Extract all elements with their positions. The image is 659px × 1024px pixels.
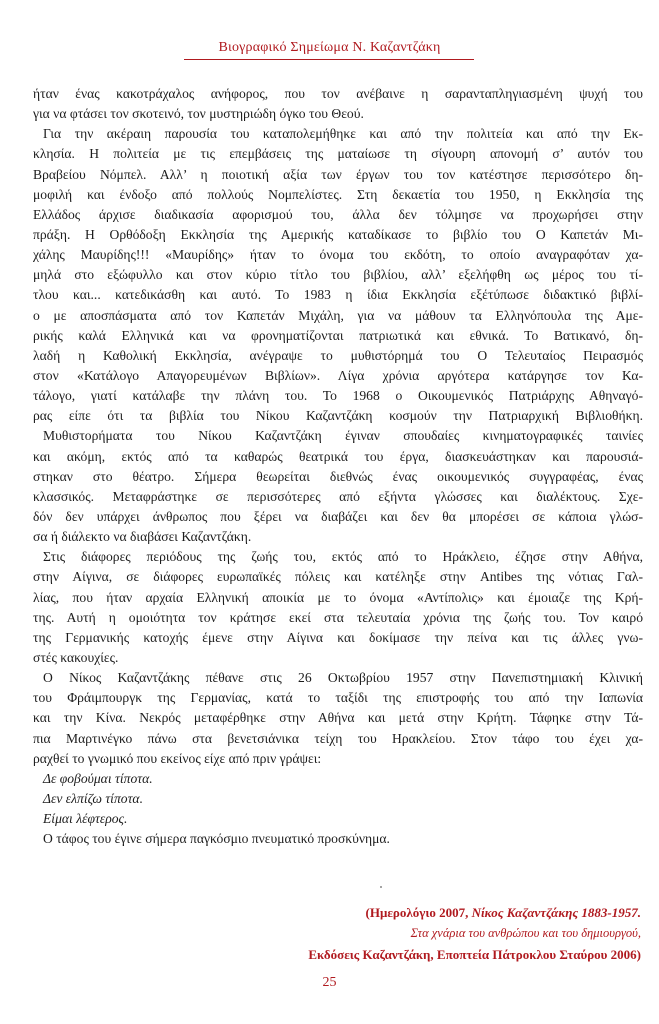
- divider-dot: [380, 886, 382, 888]
- text-line: στην Αίγινα, σε διάφορες ευρωπαϊκές πόλεις και κατέληξε στην Antibes της νότιας Γαλ-: [33, 569, 643, 585]
- header-rule: [184, 59, 474, 60]
- text-line: δόν δεν υπάρχει άνθρωπος που ξέρει να διαβάζει και δεν θα μπορέσει σε κάποια γλώσ-: [33, 508, 643, 524]
- text-line: Ο τάφος του έγινε σήμερα παγκόσμιο πνευματικό προσκύνημα.: [43, 831, 390, 847]
- citation-line-1: [221, 902, 641, 923]
- text-line: τάλογο, γιατί κατάλαβε την πλάνη του. Το 1968 ο Οικουμενικός Πατριάρχης Αθηναγό-: [33, 388, 643, 404]
- text-line: μηλά στο εξώφυλλο και στον κύριο τίτλο του βιβλίου, αλλ’ εξελήφθη ως μέρος του τί-: [33, 267, 643, 283]
- text-line: Βραβείου Νόμπελ. Αλλ’ η ποιοτική αξία των έργων του τον κατέστησε περισσότερο δη-: [33, 166, 643, 182]
- text-line: ρας είπε ότι τα βιβλία του Νίκου Καζαντζάκη κοσμούν την Πατριαρχική Βιβλιοθήκη.: [33, 408, 643, 424]
- text-line: Για την ακέραιη παρουσία του καταπολεμήθηκε και από την πολιτεία και από την Εκ-: [43, 126, 643, 142]
- citation-line-3: Εκδόσεις Καζαντζάκη, Εποπτεία Πάτροκλου Σταύρου 2006): [308, 947, 641, 962]
- epitaph-line: Είμαι λέφτερος.: [43, 811, 128, 827]
- text-line: λίας, που ήταν αρχαία Ελληνική αποικία με το όνομα «Αντίπολις» και έμοιαζε της Κρή-: [33, 589, 643, 605]
- text-line: λαδή η Καθολική Εκκλησία, ανέγραψε το μυθιστόρημά του Ο Τελευταίος Πειρασμός: [33, 347, 643, 363]
- text-line: Ο Νίκος Καζαντζάκης πέθανε στις 26 Οκτωβρίου 1957 στην Πανεπιστημιακή Κλινική: [43, 670, 643, 686]
- citation-prefix: (Ημερολόγιο 2007,: [365, 905, 472, 920]
- epitaph-line: Δε φοβούμαι τίποτα.: [43, 770, 153, 786]
- text-line: Μυθιστορήματα του Νίκου Καζαντζάκη έγιναν σπουδαίες κινηματογραφικές ταινίες: [43, 428, 643, 444]
- text-line: στον «Κατάλογο Απαγορευμένων Βιβλίων». Λίγα χρόνια αργότερα κατάργησε τον Κα-: [33, 367, 643, 383]
- text-line: ρικής καλά Ελληνικά και να φρονηματίζονται πατριωτικά και εθνικά. Το Βατικανό, δη-: [33, 327, 643, 343]
- text-line: στές κακουχίες.: [33, 649, 119, 665]
- text-line: κλησία. Η πολιτεία με τις επεμβάσεις της ματαίωσε τη σίγουρη απονομή σ’ αυτόν του: [33, 146, 643, 162]
- text-line: και ακόμη, εκτός από τα καθαρώς θεατρικά του έργα, διασκευάστηκαν και παρουσιά-: [33, 448, 643, 464]
- text-line: χάλης Μαυρίδης!!! «Μαυρίδης» ήταν το όνομα του εκδότη, το οποίο αναγραφόταν χα-: [33, 247, 643, 263]
- citation-title: Νίκος Καζαντζάκης 1883-1957.: [471, 905, 641, 920]
- text-line: Στις διάφορες περιόδους της ζωής του, εκτός από το Ηράκλειο, έζησε στην Αθήνα,: [43, 549, 643, 565]
- text-line: σα ή διάλεκτο να διαβάσει Καζαντζάκη.: [33, 529, 252, 545]
- text-line: της Γερμανικής κατοχής έμενε στην Αίγινα και δοκίμασε την πείνα και τις άλλες γνω-: [33, 629, 643, 645]
- running-header: Βιογραφικό Σημείωμα Ν. Καζαντζάκη: [218, 40, 441, 55]
- text-line: κλασσικός. Μεταφράστηκε σε περισσότερες από εξήντα γλώσσες και διαλέκτους. Σχε-: [33, 488, 643, 504]
- text-line: Ελλάδος άρχισε διαδικασία αφορισμού του, άλλα δεν τόλμησε να προχωρήσει στην: [33, 206, 643, 222]
- text-line: ραχθεί το γνωμικό που εκείνος είχε από πριν γράψει:: [33, 750, 322, 766]
- text-line: μοφιλή και ένδοξο από πολλούς Νομπελίστες. Στη δεκαετία του 1950, η Εκκλησία της: [33, 186, 643, 202]
- text-line: για να φτάσει τον σκοτεινό, τον μυστηριώδη όγκο του Θεού.: [33, 106, 364, 122]
- text-line: πράξη. Η Ορθόδοξη Εκκλησία της Αμερικής καταδίκασε το βιβλίο του Ο Καπετάν Μι-: [33, 226, 643, 242]
- body-text: [33, 84, 643, 849]
- source-citation: [221, 902, 641, 965]
- text-line: του Φράιμπουργκ της Γερμανίας, κατά το ταξίδι της επιστροφής του από την Ιαπωνία: [33, 690, 643, 706]
- page-number: 25: [322, 975, 337, 990]
- text-line: της. Αυτή η ομοιότητα τον κράτησε εκεί στα τελευταία χρόνια της ζωής του. Τον καιρό: [33, 609, 643, 625]
- text-line: πια Μαρτινέγκο πάνω στα βενετσιάνικα τείχη του Ηρακλείου. Στον τάφο του έχει χα-: [33, 730, 643, 746]
- epitaph-line: Δεν ελπίζω τίποτα.: [43, 790, 143, 806]
- text-line: και την Κίνα. Νεκρός μεταφέρθηκε στην Αθήνα και μετά στην Κρήτη. Τάφηκε στην Τά-: [33, 710, 643, 726]
- citation-line-2: Στα χνάρια του ανθρώπου και του δημιουργού,: [410, 926, 641, 940]
- text-line: ο με αποσπάσματα από τον Καπετάν Μιχάλη, για να μάθουν τα Ελληνόπουλα της Αμε-: [33, 307, 643, 323]
- text-line: στηκαν στο θέατρο. Σήμερα θεωρείται διεθνώς ένας οικουμενικός συγγραφέας, ένας: [33, 468, 643, 484]
- text-line: ήταν ένας κακοτράχαλος ανήφορος, που τον ανέβαινε η σαρανταπληγιασμένη ψυχή του: [33, 86, 643, 101]
- text-line: τλου και... κατεδικάσθη και αυτό. Το 1983 η ίδια Εκκλησία εξέτύπωσε διδακτικό βιβλί-: [33, 287, 643, 303]
